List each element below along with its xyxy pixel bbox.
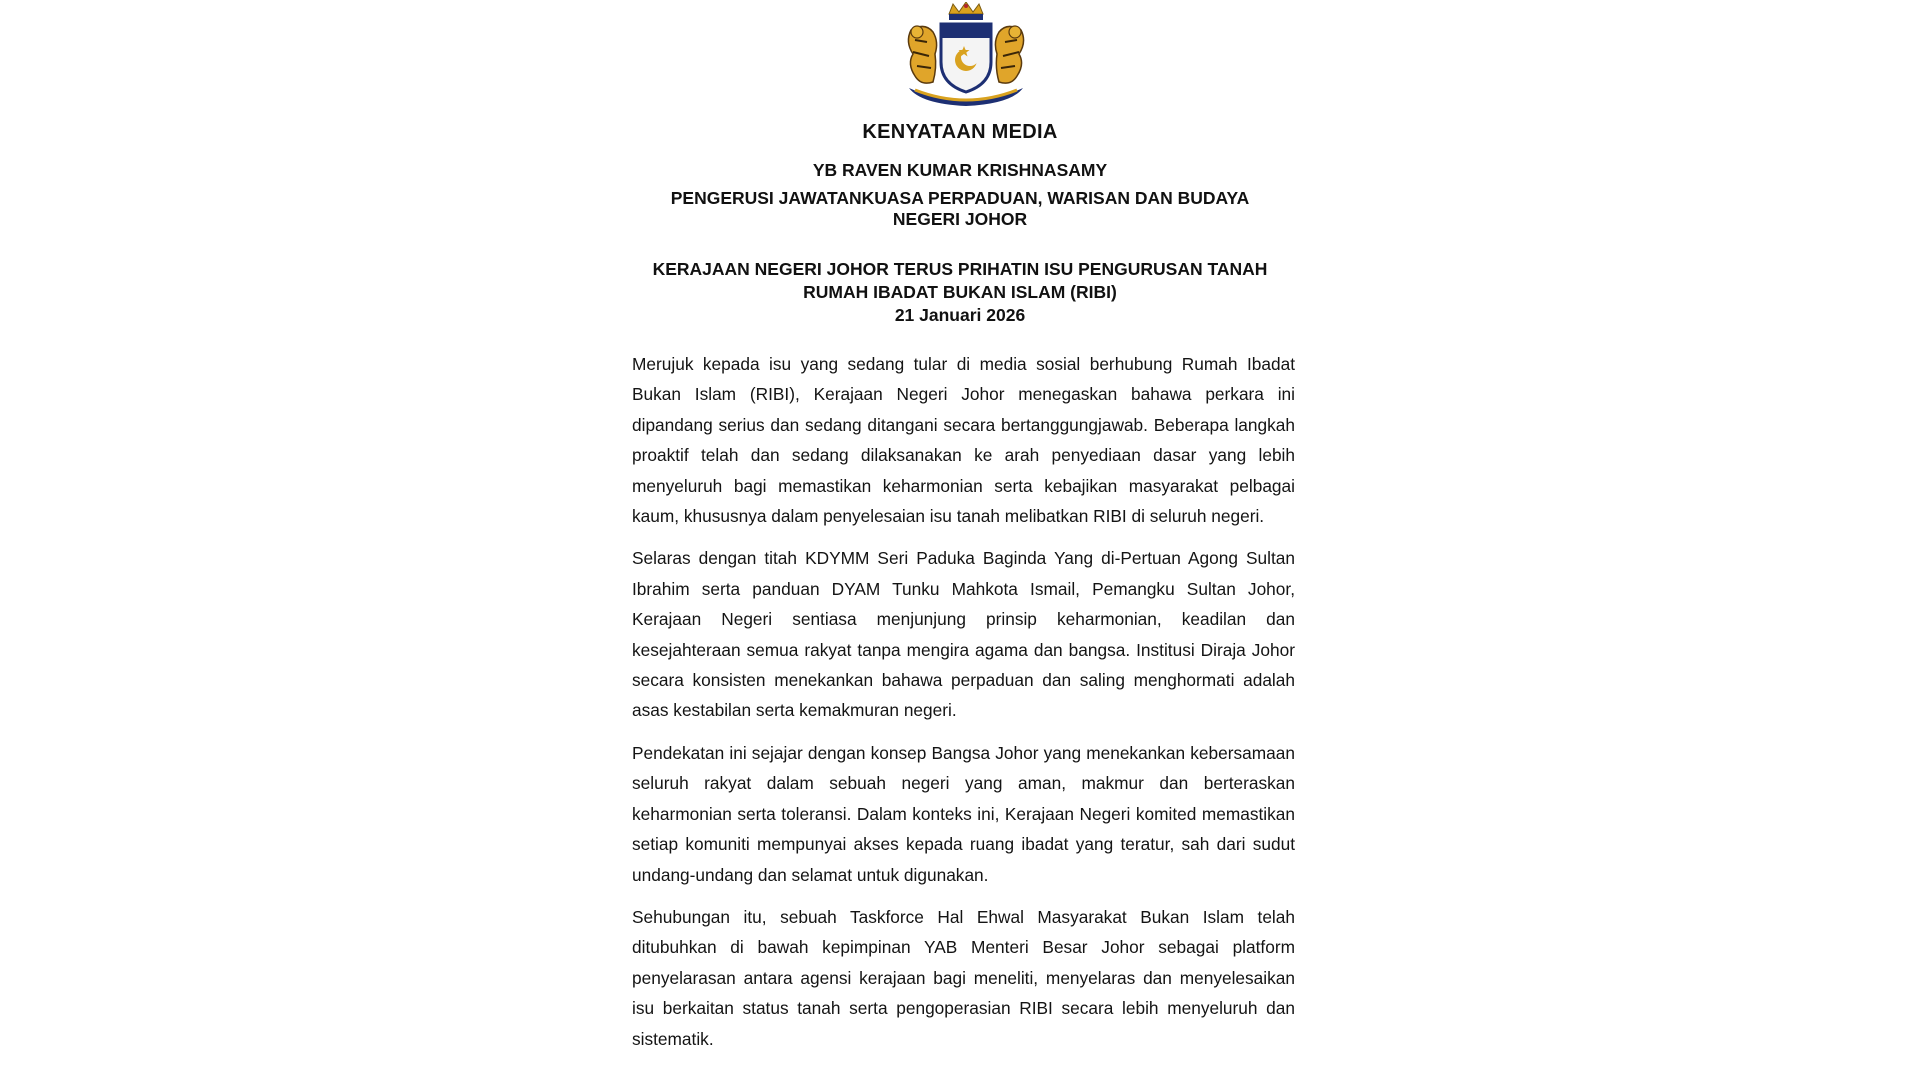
official-role xyxy=(560,188,1360,230)
release-title-line2: RUMAH IBADAT BUKAN ISLAM (RIBI) xyxy=(803,282,1117,302)
press-release-heading: KENYATAAN MEDIA xyxy=(862,121,1058,143)
official-role-line1: PENGERUSI JAWATANKUASA PERPADUAN, WARISAN DAN BUDAYA xyxy=(670,188,1250,208)
release-date: 21 Januari 2026 xyxy=(894,305,1026,325)
release-body xyxy=(632,349,1295,1066)
body-paragraph-3: Pendekatan ini sejajar dengan konsep Bangsa Johor yang menekankan kebersamaan seluruh rakyat dalam sebuah negeri yang aman, makmur dan berteraskan keharmonian serta toleransi. Dalam konteks ini, Kerajaan Negeri komited memastikan setiap komuniti mempunyai akses kepada ruang ibadat yang teratur, sah dari sudut undang-undang dan selamat untuk digunakan. xyxy=(632,742,1295,885)
release-title xyxy=(560,258,1360,304)
johor-crest-icon xyxy=(891,2,1041,112)
official-name: YB RAVEN KUMAR KRISHNASAMY xyxy=(812,160,1108,180)
official-role-line2: NEGERI JOHOR xyxy=(892,209,1028,229)
body-paragraph-4: Sehubungan itu, sebuah Taskforce Hal Ehwal Masyarakat Bukan Islam telah ditubuhkan di bawah kepimpinan YAB Menteri Besar Johor sebagai platform penyelarasan antara agensi kerajaan bagi meneliti, menyelaras dan menyelesaikan isu berkaitan status tanah serta pengoperasian RIBI secara lebih menyeluruh dan sistematik. xyxy=(632,906,1295,1049)
body-paragraph-1: Merujuk kepada isu yang sedang tular di media sosial berhubung Rumah Ibadat Bukan Islam (RIBI), Kerajaan Negeri Johor menegaskan bahawa perkara ini dipandang serius dan sedang ditangani secara bertanggungjawab. Beberapa langkah proaktif telah dan sedang dilaksanakan ke arah penyediaan dasar yang lebih menyeluruh bagi memastikan keharmonian serta kebajikan masyarakat pelbagai kaum, khususnya dalam penyelesaian isu tanah melibatkan RIBI di seluruh negeri. xyxy=(632,354,1295,527)
body-paragraph-2: Selaras dengan titah KDYMM Seri Paduka Baginda Yang di-Pertuan Agong Sultan Ibrahim serta panduan DYAM Tunku Mahkota Ismail, Pemangku Sultan Johor, Kerajaan Negeri sentiasa menjunjung prinsip keharmonian, keadilan dan kesejahteraan semua rakyat tanpa mengira agama dan bangsa. Institusi Diraja Johor secara konsisten menekankan bahawa perpaduan dan saling menghormati adalah asas kestabilan serta kemakmuran negeri. xyxy=(632,548,1295,721)
release-title-line1: KERAJAAN NEGERI JOHOR TERUS PRIHATIN ISU PENGURUSAN TANAH xyxy=(652,259,1268,279)
